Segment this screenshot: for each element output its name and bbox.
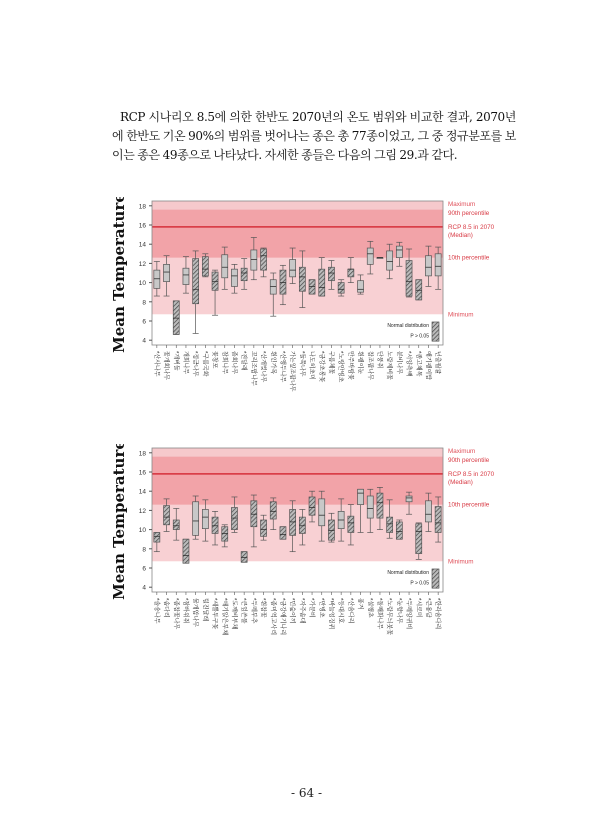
x-tick-label: 애기괭이밥	[424, 351, 431, 380]
x-tick-label: *좀미역고사리	[269, 598, 276, 636]
boxplot-chart-2	[100, 444, 520, 703]
box-26	[396, 520, 402, 539]
band-p90-max	[152, 448, 443, 457]
box-normal	[183, 539, 189, 563]
legend-line2: P > 0.05	[410, 333, 429, 340]
box-5	[193, 496, 199, 539]
x-tick-label: 꽃개회나무	[162, 351, 169, 380]
x-tick-label: *서양측백	[405, 351, 412, 377]
box-14	[280, 527, 286, 539]
box-17	[309, 280, 315, 294]
box	[202, 509, 208, 528]
box-normal	[416, 524, 422, 554]
box	[387, 251, 393, 270]
page-number: - 64 -	[290, 786, 322, 800]
box-normal	[212, 272, 218, 290]
box	[358, 489, 364, 504]
legend-line2: P > 0.05	[410, 580, 429, 587]
x-tick-label: 풍겨	[356, 598, 363, 610]
box-normal	[280, 527, 286, 539]
x-tick-label: 흰인가목	[269, 351, 276, 375]
box-normal	[348, 516, 354, 532]
x-tick-label: *두메양귀비	[405, 598, 412, 630]
y-tick-label: 16	[138, 469, 146, 477]
x-tick-label: *도깨비부채	[230, 598, 237, 630]
x-tick-label: *진달래	[240, 351, 247, 371]
x-tick-label: *돌매화나무	[375, 598, 382, 630]
x-tick-label: 참조팝나무	[366, 351, 373, 380]
box-normal	[406, 261, 412, 297]
y-tick-label: 12	[138, 507, 146, 515]
y-tick-label: 18	[138, 203, 146, 211]
x-tick-label: *가문비	[308, 598, 315, 618]
box-28	[416, 523, 422, 559]
label-median-sub: (Median)	[448, 478, 473, 486]
box-normal	[173, 520, 179, 530]
x-tick-label: *큰용담	[424, 598, 431, 618]
box-normal	[164, 506, 170, 525]
x-tick-label: *좀참꽃나무	[172, 598, 179, 630]
box	[396, 246, 402, 258]
box-normal	[251, 501, 257, 527]
x-tick-label: *개버들	[172, 351, 179, 371]
label-p90: 90th percentile	[448, 457, 490, 464]
box	[251, 250, 257, 270]
box-normal	[396, 522, 402, 539]
x-tick-label: *산솜다리	[346, 598, 353, 624]
x-tick-label: *눈향나무	[395, 598, 402, 624]
y-tick-label: 6	[142, 565, 146, 573]
box	[222, 255, 228, 278]
box-normal	[416, 280, 422, 300]
box-normal	[348, 269, 354, 277]
band-p90-max	[152, 201, 443, 210]
box-normal	[435, 507, 441, 533]
y-tick-label: 6	[142, 318, 146, 326]
box	[367, 248, 373, 264]
box-10	[241, 552, 247, 563]
body-paragraph: RCP 시나리오 8.5에 의한 한반도 2070년의 온도 범위와 비교한 결과, 2070년에 한반도 기온 90%의 범위를 벗어나는 종은 총 77종이었고, 그 중 정규분포를 보이는 종은 49종으로 나타났다. 자세한 종들은 다음의 그림 29.과 같다.	[112, 110, 516, 162]
box-normal	[309, 280, 315, 294]
box	[164, 264, 170, 281]
box-6	[202, 254, 208, 277]
box	[425, 256, 431, 276]
label-median: RCP 8.5 in 2070	[448, 223, 495, 231]
x-tick-label: *흰참꽃	[259, 598, 266, 618]
box-28	[416, 280, 422, 300]
x-tick-label: 꽃창포	[211, 351, 218, 369]
x-tick-label: *들쭉나무	[298, 351, 305, 377]
y-axis-title: Mean Temperature	[110, 197, 128, 353]
x-tick-label: *등대시호	[337, 598, 344, 624]
legend-line1: Normal distribution	[387, 322, 429, 329]
y-tick-label: 8	[142, 299, 146, 307]
box	[270, 280, 276, 294]
box-normal	[154, 532, 160, 542]
box	[367, 496, 373, 518]
x-tick-label: *산사나무	[152, 351, 159, 377]
x-tick-label: 가는잎조팝나무	[288, 351, 295, 392]
x-tick-label: *큰잎쓴풀	[240, 598, 247, 624]
x-tick-label: *참바위취	[181, 598, 188, 624]
y-tick-label: 18	[138, 450, 146, 458]
box	[406, 496, 412, 502]
box-normal	[202, 257, 208, 276]
x-tick-label: *만병초	[317, 598, 324, 618]
x-tick-label: 참회나무	[220, 351, 227, 375]
y-tick-label: 8	[142, 546, 146, 554]
label-median: RCP 8.5 in 2070	[448, 470, 495, 478]
x-tick-label: 만주바람꽃	[346, 351, 353, 380]
x-tick-label: *정금나무	[191, 351, 198, 377]
x-tick-label: 넌출월귤	[434, 351, 441, 375]
box-4	[183, 539, 189, 563]
x-tick-label: *애기앉은부채	[220, 598, 227, 636]
x-tick-label: *솜다리	[162, 598, 169, 618]
legend-hatched-swatch	[432, 322, 439, 341]
label-p90: 90th percentile	[448, 210, 490, 217]
x-tick-label: *좀고채목	[414, 351, 421, 377]
x-tick-label: 흰괭이눈	[356, 351, 363, 375]
box-normal	[270, 502, 276, 519]
box-3	[173, 301, 179, 335]
box	[193, 502, 199, 536]
box-normal	[261, 520, 267, 536]
x-tick-label: 꼬리조팝나무	[249, 351, 256, 386]
box-normal	[319, 269, 325, 296]
box-normal	[377, 493, 383, 518]
label-minimum: Minimum	[448, 311, 474, 319]
label-p10: 10th percentile	[448, 254, 490, 262]
y-tick-label: 4	[142, 584, 146, 592]
box	[319, 499, 325, 526]
x-tick-label: 개회나무	[181, 351, 188, 375]
boxplot-chart-1	[100, 197, 520, 446]
box-5	[193, 251, 199, 334]
y-tick-label: 4	[142, 337, 146, 345]
box-normal	[299, 517, 305, 533]
box-normal	[328, 267, 334, 280]
x-tick-label: 분비나무	[395, 351, 402, 375]
y-tick-label: 14	[138, 488, 146, 496]
box-normal	[299, 267, 305, 291]
box-normal	[309, 497, 315, 515]
box-normal	[241, 268, 247, 280]
x-tick-label: *금강애기나리	[278, 598, 285, 636]
label-minimum: Minimum	[448, 558, 474, 566]
label-maximum: Maximum	[448, 448, 476, 455]
box	[358, 281, 364, 293]
x-tick-label: *바늘엉겅퀴	[327, 598, 334, 630]
x-tick-label: 털진달래	[201, 598, 208, 622]
x-tick-label: *자주솜대	[298, 598, 305, 624]
box	[154, 270, 160, 288]
y-axis-title: Mean Temperature	[110, 444, 128, 600]
y-tick-label: 16	[138, 222, 146, 230]
x-tick-label: *산개벚나무	[259, 351, 266, 383]
legend-hatched-swatch	[432, 569, 439, 588]
x-tick-label: *금강초롱꽃	[317, 351, 324, 383]
y-tick-label: 10	[138, 280, 146, 288]
x-tick-label: 좀회나무	[230, 351, 237, 375]
x-tick-label: *산앵두나무	[278, 351, 285, 383]
box-normal	[231, 508, 237, 530]
box-normal	[241, 552, 247, 563]
box-24	[377, 258, 383, 259]
box-normal	[261, 249, 267, 270]
box-normal	[280, 270, 286, 294]
x-tick-label: *노랑무늬붓꽃	[385, 598, 392, 636]
x-tick-label: 구름체꽃	[327, 351, 334, 375]
x-tick-label: *한라솜다리	[434, 598, 441, 630]
y-tick-label: 12	[138, 260, 146, 268]
box-normal	[222, 527, 228, 541]
box-normal	[328, 520, 334, 540]
box	[435, 254, 441, 276]
box	[183, 268, 189, 284]
x-tick-label: 물개암나무	[191, 598, 198, 627]
box	[231, 269, 237, 286]
box	[425, 501, 431, 522]
label-median-sub: (Median)	[448, 231, 473, 239]
label-p10: 10th percentile	[448, 501, 490, 509]
x-tick-label: *구름국화	[201, 351, 208, 377]
box-normal	[338, 283, 344, 294]
box-normal	[290, 509, 296, 535]
x-tick-label: *세뿔투구꽃	[211, 598, 218, 630]
x-tick-label: *시로미	[414, 598, 421, 618]
box-normal	[193, 259, 199, 304]
legend-line1: Normal distribution	[387, 569, 429, 576]
x-tick-label: *솔송나무	[152, 598, 159, 624]
box	[290, 260, 296, 277]
x-tick-label: *설앵초	[366, 598, 373, 618]
x-tick-label: 단풍취	[375, 351, 382, 369]
y-tick-label: 10	[138, 527, 146, 535]
x-tick-label: *두메부추	[249, 598, 256, 624]
label-maximum: Maximum	[448, 201, 476, 208]
y-tick-label: 14	[138, 241, 146, 249]
x-tick-label: *노랑만병초	[337, 351, 344, 383]
box-normal	[387, 517, 393, 532]
x-tick-label: *민숲이끼	[288, 598, 295, 624]
x-tick-label: 나도히초미	[308, 351, 315, 380]
box-normal	[173, 301, 179, 335]
x-tick-label: 노랑제비꽃	[385, 351, 392, 380]
box-normal	[212, 517, 218, 533]
